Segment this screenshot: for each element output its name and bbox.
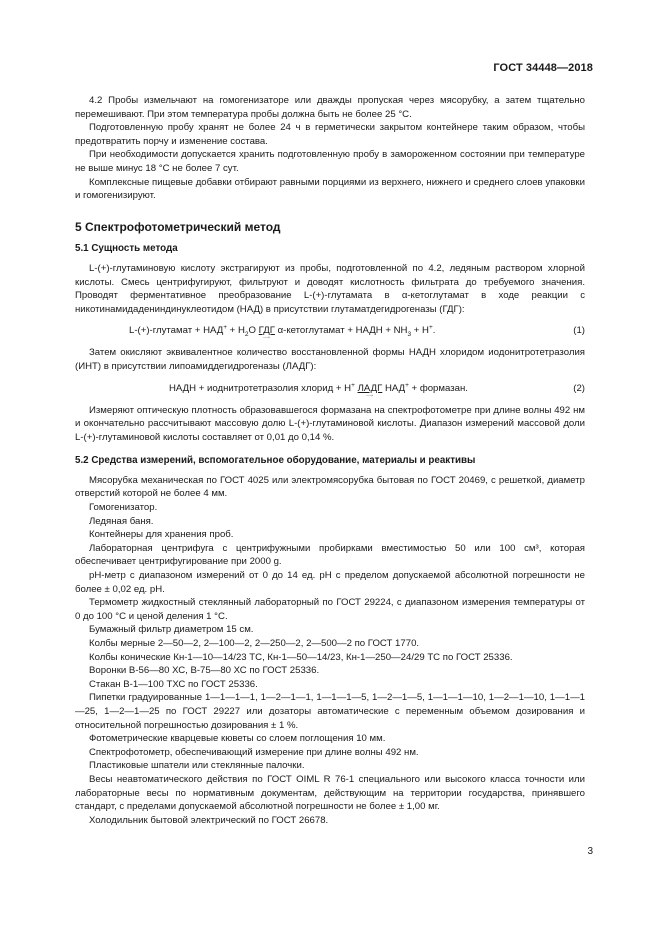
eq1-end: . [432,325,436,337]
eq2-end: + формазан. [408,382,468,394]
eq1-mid1: + Н [227,325,245,337]
reaction-arrow-icon: ⟶ [365,392,374,399]
oxidation-paragraph: Затем окисляют эквивалентное количество восстановленной формы НАДН хлоридом иодонитротетразолия (ИНТ) в присутствии липоамиддегидрогеназы (ЛАДГ): [75,347,585,372]
eq1-enzyme [258,324,275,342]
reaction-arrow-icon: ⟶ [262,335,271,342]
equipment-item: Весы неавтоматического действия по ГОСТ OIML R 76-1 специального или высокого класса точности или лабораторные весы по нормативным документам, действующим на территории государства, принявшего стандарт, с пределами допускаемой абсолютной погрешности не более ± 1,00 мг. [75,773,585,813]
method-essence-paragraph: L-(+)-глутаминовую кислоту экстрагируют из пробы, подготовленной по 4.2, ледяным раствором хлорной кислоты. Смесь центрифугируют, фильтруют и доводят кислотность фильтрата до требуемого значения. Проводят ферментативное преобразование L-(+)-глутамата в α-кетоглутамат в ходе реакции с никотинамидадениндинуклеотидом (НАД) в присутствии глутаматдегидрогеназы (ГДГ): [75,262,585,315]
subsection-title-5-2: 5.2 Средства измерений, вспомогательное оборудование, материалы и реактивы [75,455,476,467]
page-body [75,94,585,827]
equipment-item: Холодильник бытовой электрический по ГОСТ 26678. [89,814,329,826]
equipment-item: Мясорубка механическая по ГОСТ 4025 или электромясорубка бытовая по ГОСТ 20469, с решеткой, диаметр отверстий которой не более 4 мм. [75,474,585,500]
eq2-left: НАДН + иоднитротетразолия хлорид + Н [169,382,352,394]
eq1-right: α-кетоглутамат + НАДН + NН [274,325,408,337]
equipment-item: Пластиковые шпатели или стеклянные палочки. [89,760,305,772]
equipment-item: Термометр жидкостный стеклянный лабораторный по ГОСТ 29224, с диапазоном измерения температуры от 0 до 100 °С и ценой деления 1 °С. [75,597,585,622]
eq1-left: L-(+)-глутамат + НАД [129,325,224,337]
eq1-mid2: О [248,325,259,337]
paragraph-additives: Комплексные пищевые добавки отбирают равными порциями из верхнего, нижнего и среднего слоев упаковки и гомогенизируют. [75,176,585,202]
equipment-item: Гомогенизатор. [89,502,158,514]
equipment-item: Колбы конические Кн-1—10—14/23 ТС, Кн-1—50—14/23, Кн-1—250—24/29 ТС по ГОСТ 25336. [89,651,513,663]
equipment-item: Контейнеры для хранения проб. [89,529,234,541]
equipment-item: Пипетки градуированные 1—1—1—1, 1—2—1—1, 1—1—1—5, 1—2—1—5, 1—1—1—10, 1—2—1—10, 1—1—1—25, 1—2—1—25 по ГОСТ 29227 или дозаторы автоматические с переменным объемом дозирования и относительной погрешностью дозирования ± 1 %. [75,692,585,731]
paragraph-frozen: При необходимости допускается хранить подготовленную пробу в замороженном состоянии при температуре не выше минус 18 °С не более 7 сут. [75,149,585,174]
document-code: ГОСТ 34448—2018 [493,62,593,74]
equipment-item: Фотометрические кварцевые кюветы со слоем поглощения 10 мм. [89,733,386,745]
subsection-title-5-1: 5.1 Сущность метода [75,243,178,255]
eq2-enzyme-label: ЛАДГ [357,382,383,394]
equipment-item: Стакан В-1—100 ТХС по ГОСТ 25336. [89,678,258,690]
equipment-item: Колбы мерные 2—50—2, 2—100—2, 2—250—2, 2—500—2 по ГОСТ 1770. [89,638,420,649]
eq1-sub1: 2 [244,331,249,339]
eq1-right2: + Н [411,325,429,337]
page-number: 3 [587,846,593,857]
eq1-sub2: 3 [407,331,412,339]
eq1-sup1: + [223,324,228,332]
eq1-number: (1) [573,325,585,337]
section-title: 5 Спектрофотометрический метод [75,219,281,234]
measurement-paragraph: Измеряют оптическую плотность образовавшегося формазана на спектрофотометре при длине волны 492 нм и окончательно рассчитывают массовую долю L-(+)-глутаминовой кислоты. Диапазон измерений массовой доли L-(+)-глутаминовой кислоты составляет от 0,01 до 0,14 %. [75,404,585,443]
eq1-sup2: + [428,324,433,332]
eq2-enzyme [357,382,383,399]
equipment-item: pH-метр с диапазоном измерений от 0 до 14 ед. pH с пределом допускаемой абсолютной погрешности не более ± 0,02 ед. pH. [75,570,585,595]
paragraph-storage: Подготовленную пробу хранят не более 24 ч в герметически закрытом контейнере таким образом, чтобы предотвратить порчу и изменение состава. [75,122,585,147]
equation-2 [75,381,585,399]
eq2-number: (2) [573,382,585,394]
equipment-item: Бумажный фильтр диаметром 15 см. [89,624,254,636]
equipment-item: Ледяная баня. [89,515,154,527]
equipment-item: Спектрофотометр, обеспечивающий измерение при длине волны 492 нм. [89,746,419,758]
paragraph-4-2: 4.2 Пробы измельчают на гомогенизаторе или дважды пропуская через мясорубку, а затем тщательно перемешивают. При этом температура пробы должна быть не более 25 °С. [75,95,585,120]
eq2-sup1: + [351,381,355,389]
equipment-item: Лабораторная центрифуга с центрифужными пробирками вместимостью 50 или 100 см³, которая обеспечивает центрифугирование при 2000 g. [75,542,585,568]
eq1-enzyme-label: ГДГ [258,325,275,337]
equation-1 [75,324,585,342]
eq2-sup2: + [405,381,409,389]
eq2-right: НАД [382,382,406,394]
equipment-item: Воронки В-56—80 ХС, В-75—80 ХС по ГОСТ 25336. [89,665,320,677]
